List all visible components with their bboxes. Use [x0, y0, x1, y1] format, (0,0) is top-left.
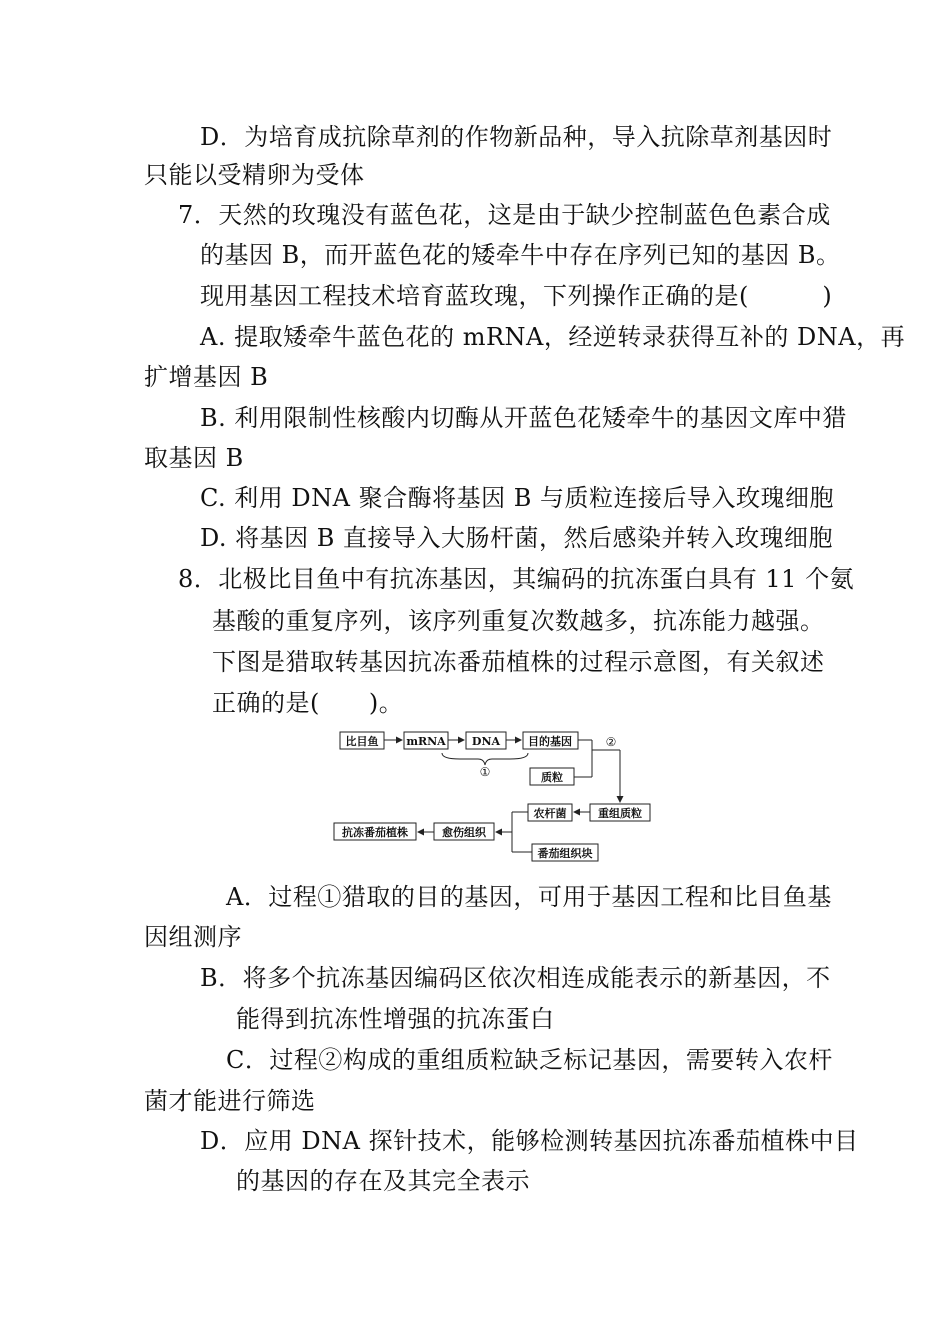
agrobacterium-label: 农杆菌 — [533, 807, 567, 820]
q7-stem-line3: 现用基因工程技术培育蓝玫瑰，下列操作正确的是( ) — [200, 282, 833, 310]
dna-label: DNA — [471, 735, 501, 748]
gene-transfer-flow-diagram — [330, 726, 660, 866]
q7-option-b-line1: B. 利用限制性核酸内切酶从开蓝色花矮牵牛的基因文库中猎 — [200, 404, 847, 432]
q7-stem-line2: 的基因 B，而开蓝色花的矮牵牛中存在序列已知的基因 B。 — [200, 241, 841, 269]
plasmid-label: 质粒 — [541, 771, 563, 784]
q8-stem-line1: 8．北极比目鱼中有抗冻基因，其编码的抗冻蛋白具有 11 个氨 — [178, 565, 855, 593]
step1-label: ① — [479, 765, 491, 779]
mrna-label: mRNA — [406, 735, 446, 748]
callus-label: 愈伤组织 — [442, 826, 486, 839]
recombinant-plasmid-label: 重组质粒 — [598, 807, 642, 820]
q7-option-b-line2: 取基因 B — [144, 444, 244, 472]
fish-label: 比目鱼 — [345, 735, 379, 748]
q7-option-a-line2: 扩增基因 B — [144, 363, 269, 391]
q8-option-a-line2: 因组测序 — [144, 923, 242, 951]
step1-brace — [442, 753, 528, 765]
q6-option-d-line2: 只能以受精卵为受体 — [144, 161, 365, 189]
q7-option-a-line1: A. 提取矮牵牛蓝色花的 mRNA，经逆转录获得互补的 DNA，再 — [200, 323, 906, 351]
q8-stem-line4: 正确的是( )。 — [212, 689, 404, 717]
q8-option-c-line1: C．过程②构成的重组质粒缺乏标记基因，需要转入农杆 — [226, 1046, 833, 1074]
target-gene-label: 目的基因 — [528, 735, 572, 748]
q8-option-d-line1: D．应用 DNA 探针技术，能够检测转基因抗冻番茄植株中目 — [200, 1127, 859, 1155]
q7-stem-line1: 7．天然的玫瑰没有蓝色花，这是由于缺少控制蓝色色素合成 — [178, 201, 831, 229]
q8-option-c-line2: 菌才能进行筛选 — [144, 1087, 316, 1115]
q7-option-d: D. 将基因 B 直接导入大肠杆菌，然后感染并转入玫瑰细胞 — [200, 524, 834, 552]
plant-label: 抗冻番茄植株 — [342, 826, 408, 839]
q8-stem-line3: 下图是猎取转基因抗冻番茄植株的过程示意图，有关叙述 — [212, 648, 825, 676]
q7-option-c: C. 利用 DNA 聚合酶将基因 B 与质粒连接后导入玫瑰细胞 — [200, 484, 834, 512]
step2-label: ② — [605, 735, 617, 749]
q8-option-a-line1: A．过程①猎取的目的基因，可用于基因工程和比目鱼基 — [226, 883, 832, 911]
tomato-tissue-label: 番茄组织块 — [537, 847, 593, 860]
q8-option-b-line2: 能得到抗冻性增强的抗冻蛋白 — [236, 1005, 555, 1033]
q8-stem-line2: 基酸的重复序列，该序列重复次数越多，抗冻能力越强。 — [212, 607, 825, 635]
q8-option-d-line2: 的基因的存在及其完全表示 — [236, 1167, 530, 1195]
q8-option-b-line1: B．将多个抗冻基因编码区依次相连成能表示的新基因，不 — [200, 964, 831, 992]
q6-option-d-line1: D．为培育成抗除草剂的作物新品种，导入抗除草剂基因时 — [200, 123, 833, 151]
